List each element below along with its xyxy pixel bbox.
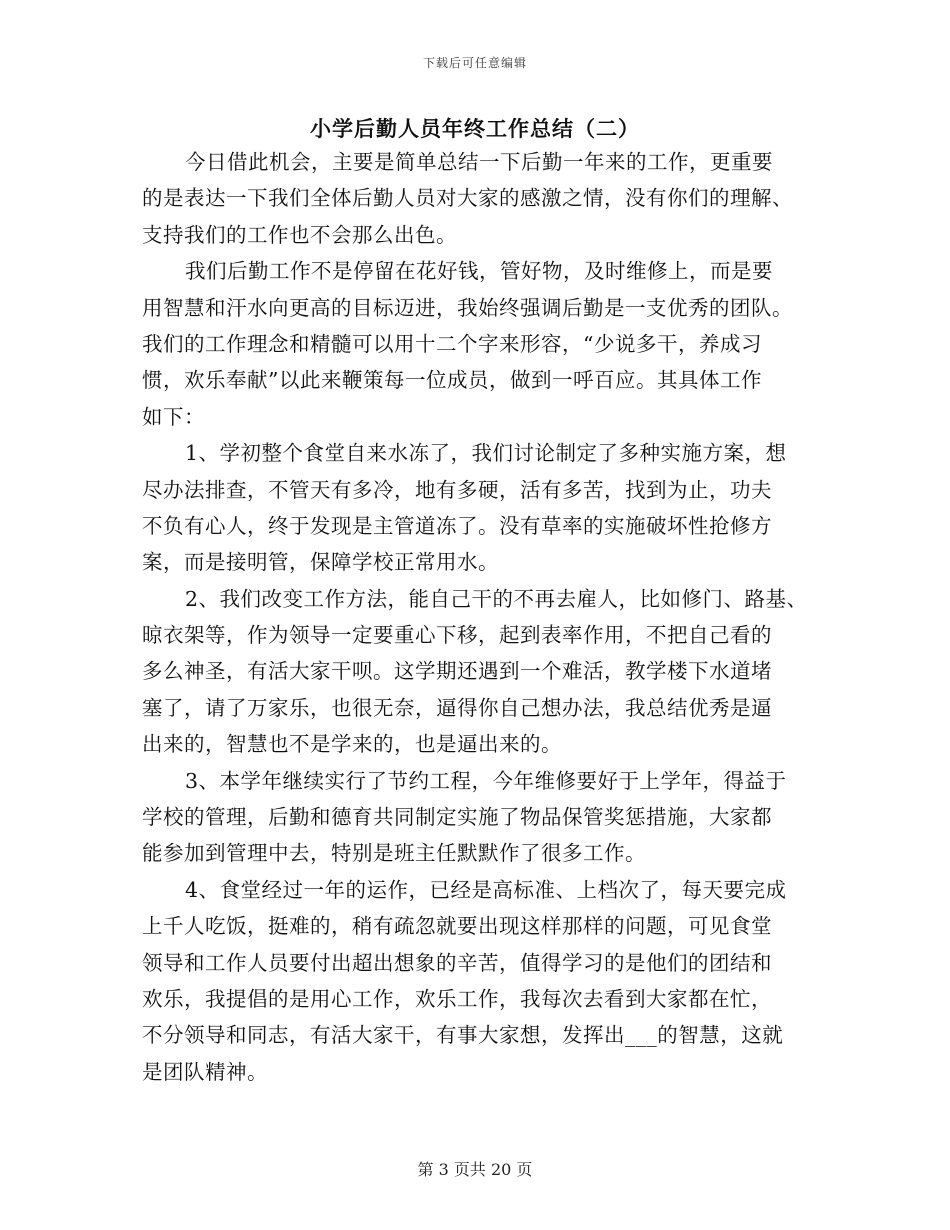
paragraph-line: 晾衣架等，作为领导一定要重心下移，起到表率作用，不把自己看的 xyxy=(142,623,772,648)
paragraph-line: 不分领导和同志，有活大家干，有事大家想，发挥出___的智慧，这就 xyxy=(142,1023,784,1048)
paragraph-line: 如下： xyxy=(142,404,205,429)
paragraph-line: 领导和工作人员要付出超出想象的辛苦，值得学习的是他们的团结和 xyxy=(142,950,772,975)
paragraph-line: 学校的管理，后勤和德育共同制定实施了物品保管奖惩措施，大家都 xyxy=(142,805,772,830)
paragraph-line: 2、我们改变工作方法，能自己干的不再去雇人，比如修门、路基、 xyxy=(185,586,808,611)
paragraph-line: 欢乐，我提倡的是用心工作，欢乐工作，我每次去看到大家都在忙， xyxy=(142,986,772,1011)
paragraph-line: 塞了，请了万家乐，也很无奈，逼得你自己想办法，我总结优秀是逼 xyxy=(142,695,772,720)
paragraph-line: 我们的工作理念和精髓可以用十二个字来形容，“少说多干，养成习 xyxy=(142,331,762,356)
paragraph-line: 3、本学年继续实行了节约工程，今年维修要好于上学年，得益于 xyxy=(185,768,787,793)
paragraph-line: 4、食堂经过一年的运作，已经是高标准、上档次了，每天要完成 xyxy=(185,877,787,902)
document-title: 小学后勤人员年终工作总结（二） xyxy=(310,116,640,141)
paragraph-line: 我们后勤工作不是停留在花好钱，管好物，及时维修上，而是要 xyxy=(185,259,773,284)
paragraph-line: 案，而是接明管，保障学校正常用水。 xyxy=(142,550,499,575)
header-note: 下载后可任意编辑 xyxy=(422,56,527,70)
paragraph-line: 的是表达一下我们全体后勤人员对大家的感激之情，没有你们的理解、 xyxy=(142,186,793,211)
paragraph-line: 用智慧和汗水向更高的目标迈进，我始终强调后勤是一支优秀的团队。 xyxy=(142,295,793,320)
paragraph-line: 出来的，智慧也不是学来的，也是逼出来的。 xyxy=(142,732,562,757)
paragraph-line: 是团队精神。 xyxy=(142,1059,268,1084)
paragraph-line: 今日借此机会，主要是简单总结一下后勤一年来的工作，更重要 xyxy=(185,150,773,174)
page-number: 第 3 页共 20 页 xyxy=(417,1160,533,1179)
paragraph-line: 1、学初整个食堂自来水冻了，我们讨论制定了多种实施方案，想 xyxy=(185,441,787,466)
paragraph-line: 多么神圣，有活大家干呗。这学期还遇到一个难活，教学楼下水道堵 xyxy=(142,659,772,684)
paragraph-line: 尽办法排查，不管天有多冷，地有多硬，活有多苦，找到为止，功夫 xyxy=(142,477,772,502)
paragraph-line: 上千人吃饭，挺难的，稍有疏忽就要出现这样那样的问题，可见食堂 xyxy=(142,914,772,939)
paragraph-line: 能参加到管理中去，特别是班主任默默作了很多工作。 xyxy=(142,841,646,866)
paragraph-line: 支持我们的工作也不会那么出色。 xyxy=(142,222,457,247)
paragraph-line: 惯，欢乐奉献”以此来鞭策每一位成员，做到一呼百应。其具体工作 xyxy=(142,368,762,393)
document-body xyxy=(142,144,817,1090)
paragraph-line: 不负有心人，终于发现是主管道冻了。没有草率的实施破坏性抢修方 xyxy=(142,513,772,538)
